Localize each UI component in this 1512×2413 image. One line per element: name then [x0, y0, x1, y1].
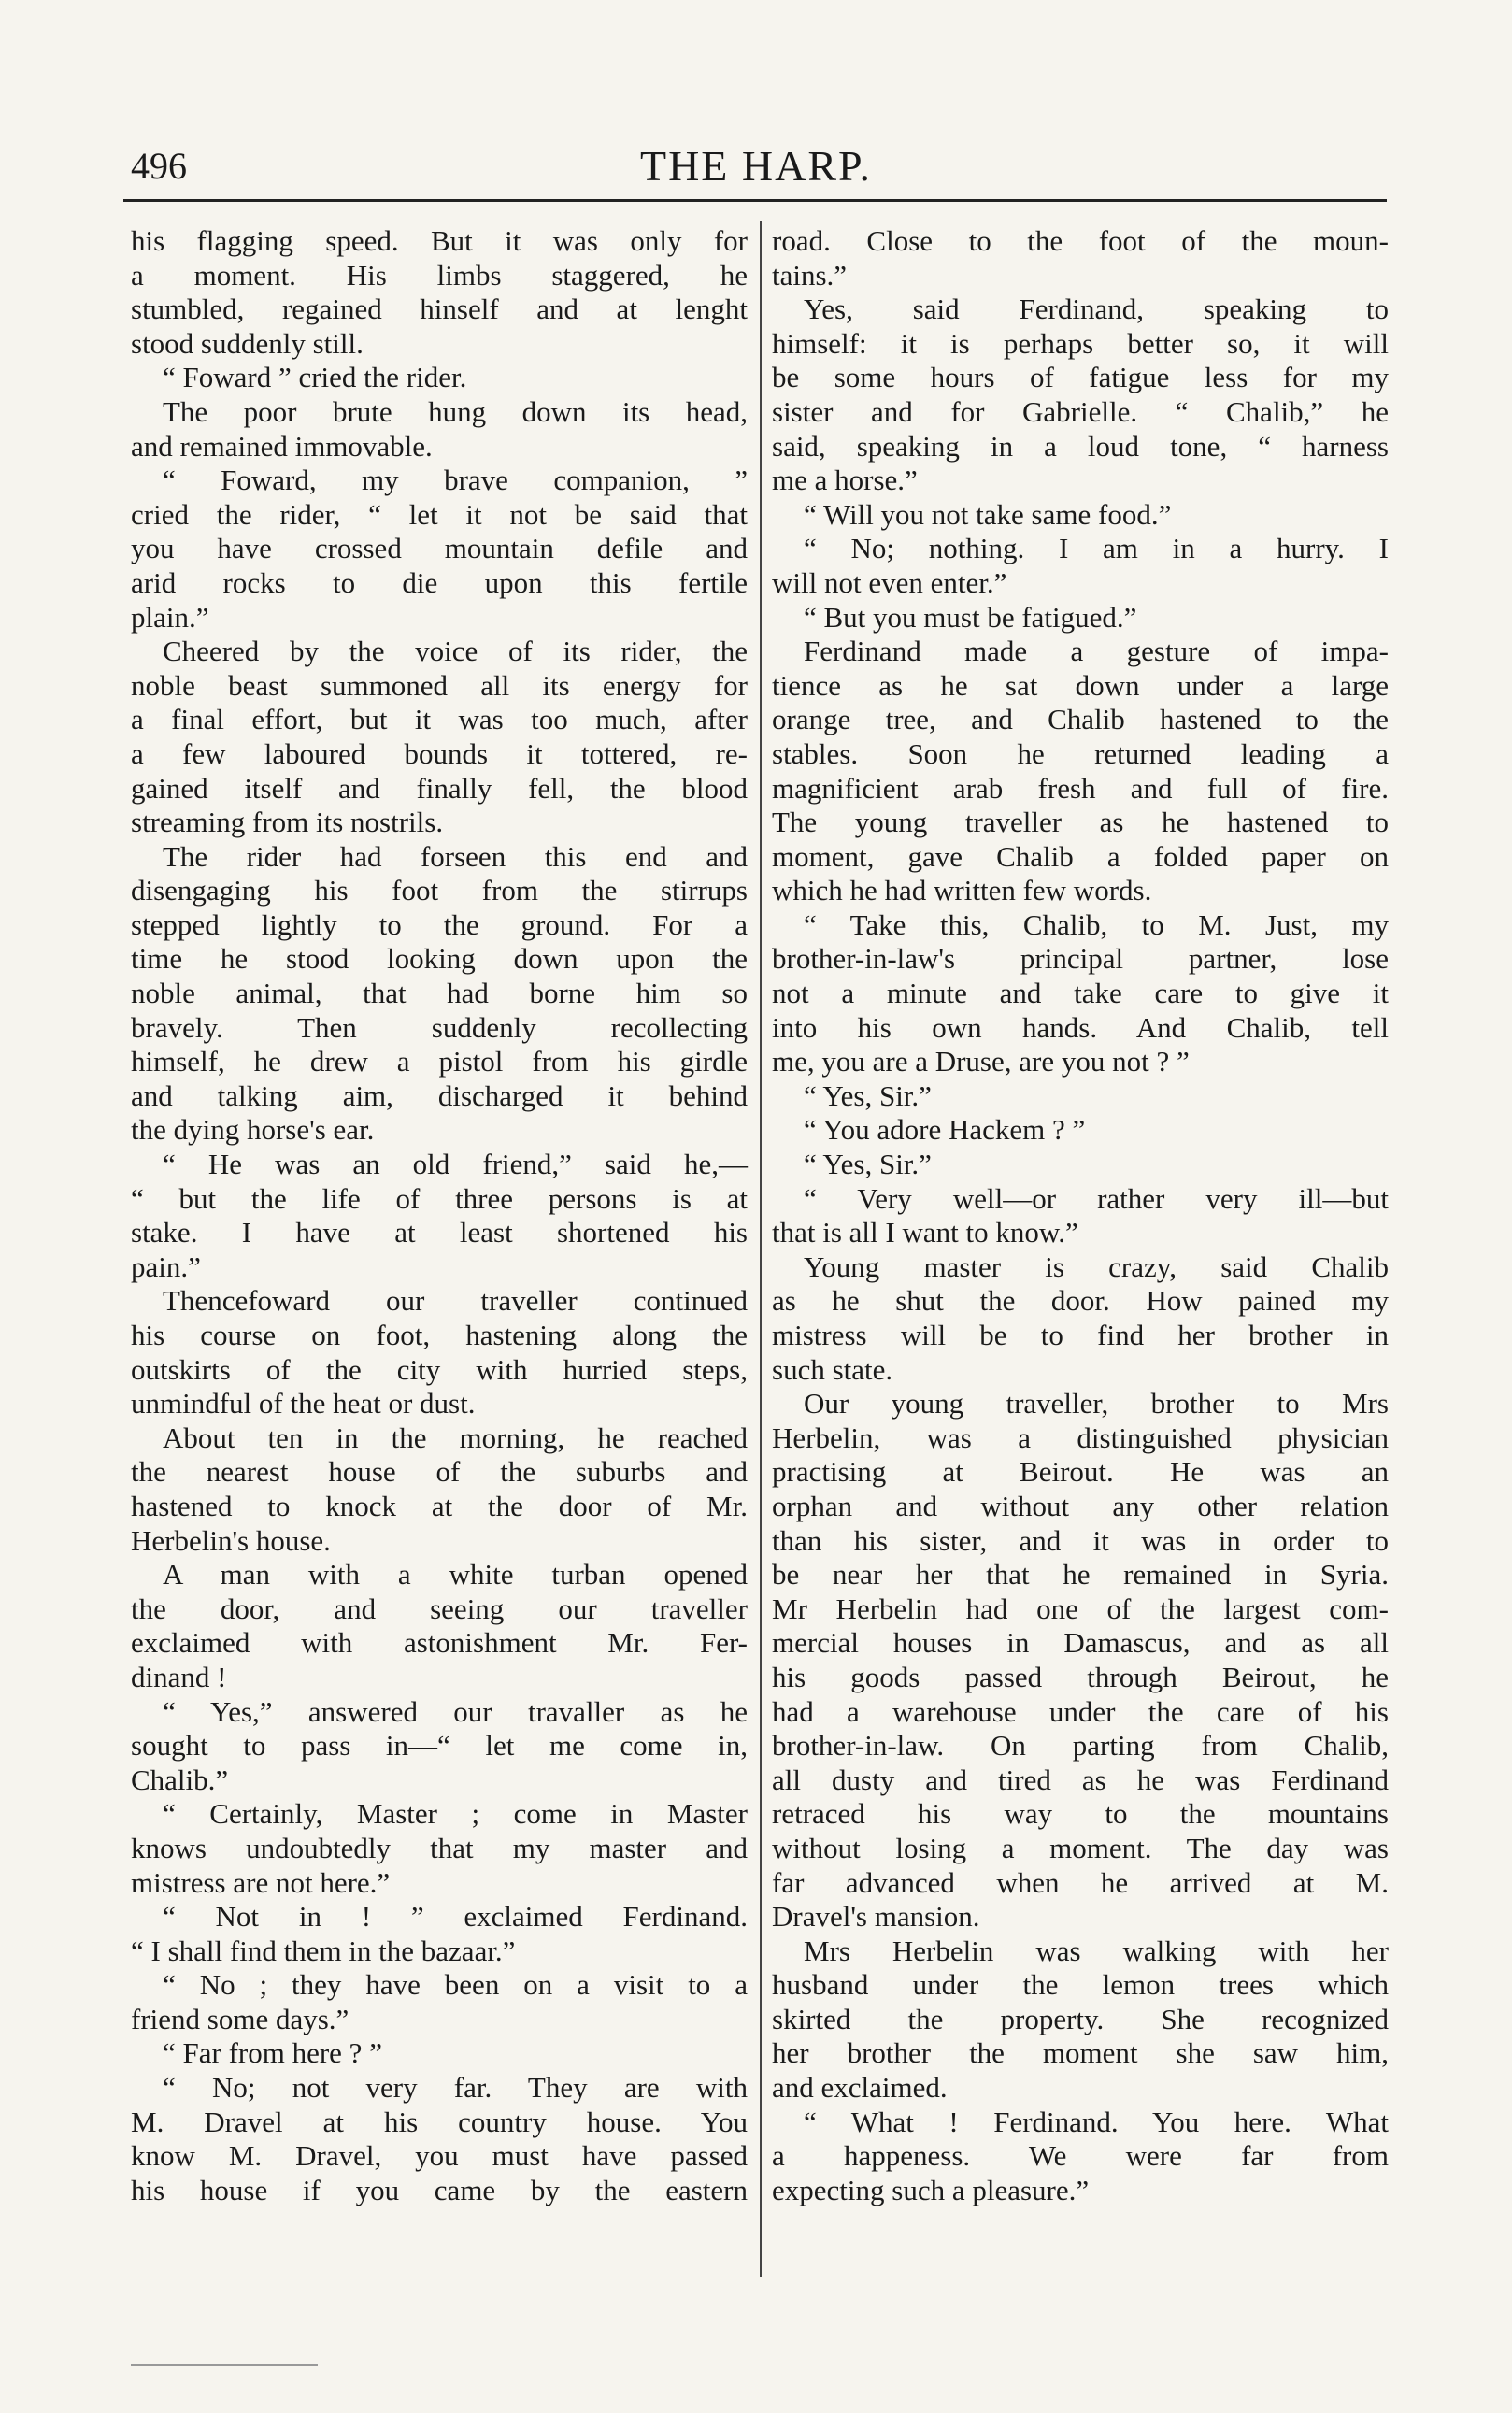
- text-line: “ But you must be fatigued.”: [804, 600, 1137, 634]
- text-line: arid rocks to die upon this fertile: [131, 565, 748, 599]
- text-line: you have crossed mountain defile and: [131, 532, 748, 565]
- text-line: Cheered by the voice of its rider, the: [163, 635, 748, 668]
- text-line: “ Not in ! ” exclaimed Ferdinand.: [163, 1900, 748, 1934]
- text-line: such state.: [772, 1352, 893, 1386]
- text-line: magnificient arab fresh and full of fire.: [772, 771, 1389, 805]
- text-line: bravely. Then suddenly recollecting: [131, 1010, 748, 1044]
- text-line: that is all I want to know.”: [772, 1216, 1078, 1249]
- text-line: as he shut the door. How pained my: [772, 1284, 1389, 1318]
- text-line: skirted the property. She recognized: [772, 2002, 1389, 2035]
- text-line: her brother the moment she saw him,: [772, 2036, 1389, 2070]
- text-line: not a minute and take care to give it: [772, 977, 1389, 1010]
- text-line: hastened to knock at the door of Mr.: [131, 1489, 748, 1522]
- text-line: stepped lightly to the ground. For a: [131, 907, 748, 941]
- text-line: “ Certainly, Master ; come in Master: [163, 1797, 748, 1831]
- text-line: “ No; not very far. They are with: [163, 2071, 748, 2105]
- text-line: “ You adore Hackem ? ”: [804, 1113, 1086, 1147]
- text-line: The young traveller as he hastened to: [772, 806, 1389, 839]
- text-line: his course on foot, hastening along the: [131, 1319, 748, 1351]
- text-line: his flagging speed. But it was only for: [131, 224, 748, 257]
- text-line: “ Take this, Chalib, to M. Just, my: [804, 907, 1389, 941]
- text-line: orange tree, and Chalib hastened to the: [772, 703, 1389, 736]
- text-line: gained itself and finally fell, the blood: [131, 771, 748, 805]
- text-line: his house if you came by the eastern: [131, 2173, 748, 2206]
- text-line: “ but the life of three persons is at: [131, 1181, 748, 1215]
- text-line: “ No; nothing. I am in a hurry. I: [804, 532, 1389, 565]
- text-line: “ Far from here ? ”: [163, 2036, 382, 2070]
- text-line: tains.”: [772, 258, 848, 292]
- text-line: mistress will be to find her brother in: [772, 1319, 1389, 1351]
- text-line: “ Foward ” cried the rider.: [163, 361, 467, 394]
- text-line: mercial houses in Damascus, and as all: [772, 1626, 1389, 1660]
- text-line: sister and for Gabrielle. “ Chalib,” he: [772, 394, 1389, 428]
- text-line: “ Will you not take same food.”: [804, 497, 1172, 531]
- text-line: will not even enter.”: [772, 565, 1007, 599]
- text-line: “ Foward, my brave companion, ”: [163, 464, 748, 497]
- text-line: stake. I have at least shortened his: [131, 1216, 748, 1249]
- text-line: said, speaking in a loud tone, “ harness: [772, 429, 1389, 463]
- page-number: 496: [131, 145, 187, 187]
- text-line: stables. Soon he returned leading a: [772, 736, 1389, 770]
- text-line: exclaimed with astonishment Mr. Fer-: [131, 1626, 748, 1660]
- text-line: Mr Herbelin had one of the largest com-: [772, 1592, 1389, 1625]
- text-line: pain.”: [131, 1249, 201, 1283]
- page-header: [131, 140, 1381, 196]
- column-divider: [760, 221, 762, 2277]
- text-line: the door, and seeing our traveller: [131, 1592, 748, 1625]
- text-line: mistress are not here.”: [131, 1865, 391, 1899]
- text-line: far advanced when he arrived at M.: [772, 1865, 1389, 1899]
- text-line: the nearest house of the suburbs and: [131, 1455, 748, 1489]
- text-line: “ I shall find them in the bazaar.”: [131, 1934, 516, 1967]
- text-line: Mrs Herbelin was walking with her: [804, 1934, 1389, 1967]
- text-line: orphan and without any other relation: [772, 1489, 1389, 1522]
- text-line: “ Very well—or rather very ill—but: [804, 1181, 1389, 1215]
- text-line: time he stood looking down upon the: [131, 942, 748, 976]
- text-line: About ten in the morning, he reached: [163, 1421, 748, 1454]
- text-line: Young master is crazy, said Chalib: [804, 1249, 1389, 1283]
- text-line: The poor brute hung down its head,: [163, 394, 748, 428]
- text-line: Ferdinand made a gesture of impa-: [804, 635, 1389, 668]
- text-line: “ What ! Ferdinand. You here. What: [804, 2105, 1389, 2138]
- text-line: which he had written few words.: [772, 874, 1152, 907]
- text-line: friend some days.”: [131, 2002, 349, 2035]
- text-line: know M. Dravel, you must have passed: [131, 2139, 748, 2173]
- text-line: “ Yes,” answered our travaller as he: [163, 1694, 748, 1728]
- left-column: [131, 224, 748, 2207]
- text-line: a moment. His limbs staggered, he: [131, 258, 748, 292]
- text-line: moment, gave Chalib a folded paper on: [772, 839, 1389, 873]
- text-line: than his sister, and it was in order to: [772, 1523, 1389, 1557]
- text-line: husband under the lemon trees which: [772, 1968, 1389, 2002]
- footer-mark: [131, 2364, 318, 2366]
- text-line: noble animal, that had borne him so: [131, 977, 748, 1010]
- text-line: himself: it is perhaps better so, it will: [772, 326, 1389, 360]
- running-title: THE HARP.: [639, 142, 873, 190]
- text-line: himself, he drew a pistol from his girdle: [131, 1045, 748, 1078]
- text-line: tience as he sat down under a large: [772, 668, 1389, 702]
- text-line: The rider had forseen this end and: [163, 839, 748, 873]
- text-line: M. Dravel at his country house. You: [131, 2105, 748, 2138]
- text-line: stood suddenly still.: [131, 326, 364, 360]
- text-line: cried the rider, “ let it not be said that: [131, 497, 748, 531]
- text-line: retraced his way to the mountains: [772, 1797, 1389, 1831]
- text-line: all dusty and tired as he was Ferdinand: [772, 1763, 1389, 1796]
- text-line: Our young traveller, brother to Mrs: [804, 1387, 1389, 1421]
- text-line: noble beast summoned all its energy for: [131, 668, 748, 702]
- text-line: be some hours of fatigue less for my: [772, 361, 1389, 394]
- text-line: “ He was an old friend,” said he,—: [163, 1148, 748, 1181]
- text-line: his goods passed through Beirout, he: [772, 1660, 1389, 1693]
- text-line: Herbelin, was a distinguished physician: [772, 1421, 1389, 1454]
- text-line: dinand !: [131, 1660, 227, 1693]
- text-line: and exclaimed.: [772, 2071, 948, 2105]
- text-line: stumbled, regained hinself and at lenght: [131, 293, 748, 326]
- text-line: “ Yes, Sir.”: [804, 1148, 932, 1181]
- text-line: expecting such a pleasure.”: [772, 2173, 1090, 2206]
- text-line: brother-in-law's principal partner, lose: [772, 942, 1389, 976]
- text-line: brother-in-law. On parting from Chalib,: [772, 1729, 1389, 1763]
- text-line: knows undoubtedly that my master and: [131, 1831, 748, 1864]
- text-line: Thencefoward our traveller continued: [163, 1284, 748, 1318]
- text-line: “ No ; they have been on a visit to a: [163, 1968, 748, 2002]
- text-line: had a warehouse under the care of his: [772, 1694, 1389, 1728]
- text-line: the dying horse's ear.: [131, 1113, 375, 1147]
- text-line: a final effort, but it was too much, after: [131, 703, 748, 736]
- text-line: road. Close to the foot of the moun-: [772, 224, 1389, 257]
- text-line: me, you are a Druse, are you not ? ”: [772, 1045, 1190, 1078]
- text-line: be near her that he remained in Syria.: [772, 1558, 1389, 1592]
- text-line: without losing a moment. The day was: [772, 1831, 1389, 1864]
- text-line: practising at Beirout. He was an: [772, 1455, 1389, 1489]
- text-line: a few laboured bounds it tottered, re-: [131, 736, 748, 770]
- text-line: “ Yes, Sir.”: [804, 1078, 932, 1112]
- text-line: Yes, said Ferdinand, speaking to: [804, 293, 1389, 326]
- text-line: A man with a white turban opened: [163, 1558, 748, 1592]
- right-column: [772, 224, 1389, 2207]
- text-line: Herbelin's house.: [131, 1523, 331, 1557]
- text-line: Chalib.”: [131, 1763, 229, 1796]
- text-line: unmindful of the heat or dust.: [131, 1387, 476, 1421]
- text-line: and remained immovable.: [131, 429, 433, 463]
- text-line: outskirts of the city with hurried steps,: [131, 1352, 748, 1386]
- text-line: sought to pass in—“ let me come in,: [131, 1729, 748, 1763]
- text-line: Dravel's mansion.: [772, 1900, 980, 1934]
- text-line: and talking aim, discharged it behind: [131, 1078, 748, 1112]
- text-line: plain.”: [131, 600, 209, 634]
- text-line: streaming from its nostrils.: [131, 806, 444, 839]
- header-rule-thick: [123, 199, 1387, 202]
- text-line: me a horse.”: [772, 464, 918, 497]
- text-line: into his own hands. And Chalib, tell: [772, 1010, 1389, 1044]
- text-line: a happeness. We were far from: [772, 2139, 1389, 2173]
- text-line: disengaging his foot from the stirrups: [131, 874, 748, 907]
